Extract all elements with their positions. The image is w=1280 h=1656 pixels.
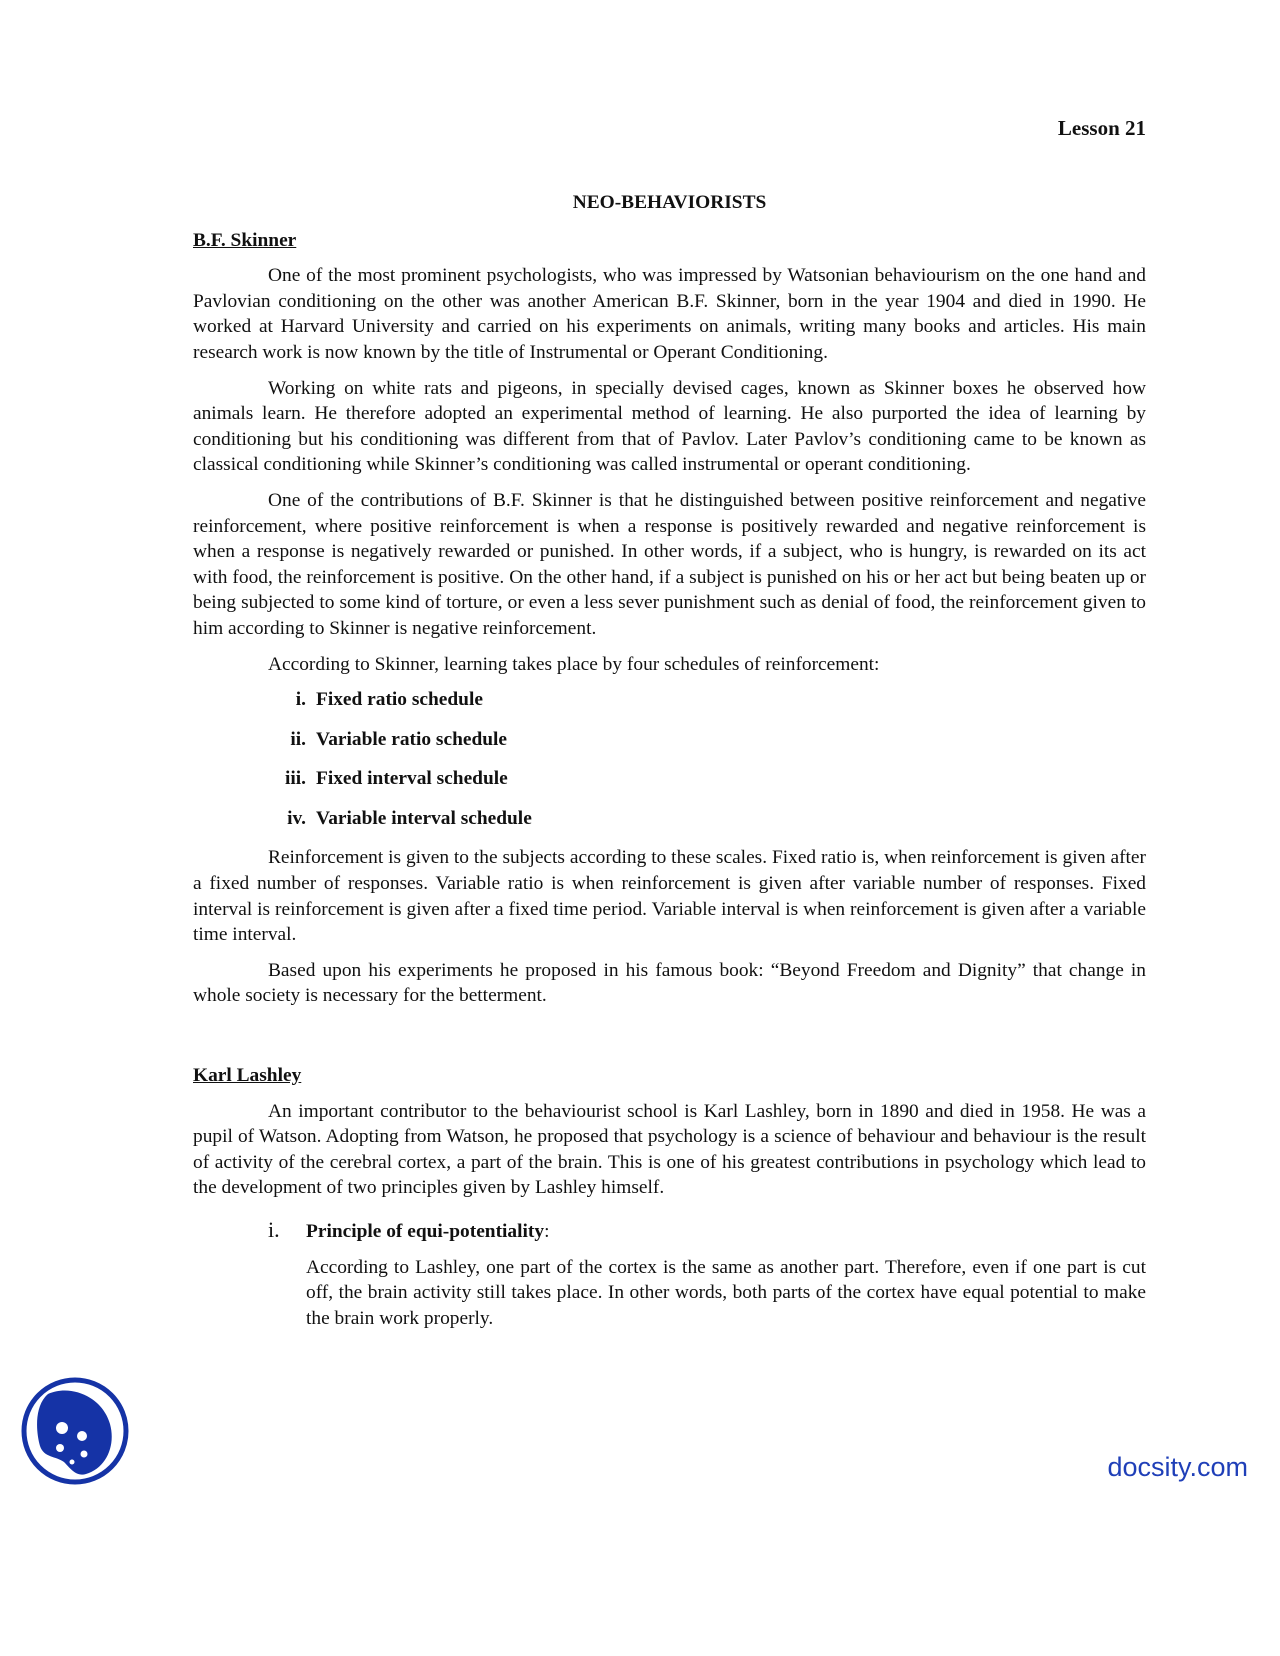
list-item-number: ii. <box>290 728 306 750</box>
principle-item <box>193 1217 1146 1245</box>
paragraph: An important contributor to the behaviourist school is Karl Lashley, born in 1890 and died in 1958. He was a pupil of Watson. Adopting from Watson, he proposed that psychology is a science of behaviour and behaviour is the result of activity of the cerebral cortex, a part of the brain. This is one of his greatest contributions in psychology which lead to the development of two principles given by Lashley himself. <box>193 1100 1146 1199</box>
list-item <box>193 687 1146 713</box>
section-heading-lashley: Karl Lashley <box>193 1065 302 1087</box>
list-item-label: Variable interval schedule <box>316 807 532 829</box>
list-item-label: Variable ratio schedule <box>316 728 508 750</box>
list-item-label: Fixed interval schedule <box>316 768 508 790</box>
document-body <box>193 190 1146 1341</box>
lesson-label: Lesson 21 <box>1057 116 1146 140</box>
paragraph: Working on white rats and pigeons, in specially devised cages, known as Skinner boxes he observed how animals learn. He therefore adopted an experimental method of learning. He also purported the idea of learning by conditioning but his conditioning was different from that of Pavlov. Later Pavlov’s conditioning came to be known as classical conditioning while Skinner’s conditioning was called instrumental or operant conditioning. <box>193 377 1146 476</box>
page-title: NEO-BEHAVIORISTS <box>572 192 767 213</box>
list-item <box>193 806 1146 832</box>
principle-suffix: : <box>544 1221 550 1242</box>
principle-title: Principle of equi-potentiality <box>306 1221 545 1242</box>
paragraph: According to Skinner, learning takes place by four schedules of reinforcement: <box>268 653 880 675</box>
list-item-number: iii. <box>284 768 306 790</box>
list-item <box>193 727 1146 753</box>
paragraph: One of the contributions of B.F. Skinner is that he distinguished between positive reinforcement and negative reinforcement, where positive reinforcement is when a response is positively rewarded and negative reinforcement is when a response is negatively rewarded or punished. In other words, if a subject, who is hungry, is rewarded on its act with food, the reinforcement is positive. On the other hand, if a subject is punished on his or her act but being beaten up or being subjected to some kind of torture, or even a less sever punishment such as denial of food, the reinforcement given to him according to Skinner is negative reinforcement. <box>193 489 1146 639</box>
section-spacer <box>193 1019 1146 1063</box>
section-heading-skinner: B.F. Skinner <box>193 229 297 251</box>
paragraph: One of the most prominent psychologists, who was impressed by Watsonian behaviourism on the one hand and Pavlovian conditioning on the other was another American B.F. Skinner, born in the year 1904 and died in 1990. He worked at Harvard University and carried on his experiments on animals, writing many books and articles. His main research work is now known by the title of Instrumental or Operant Conditioning. <box>193 265 1146 363</box>
list-item <box>193 766 1146 792</box>
list-item-number: iv. <box>287 807 306 829</box>
list-item-number: i. <box>295 689 306 711</box>
list-item-label: Fixed ratio schedule <box>316 689 483 711</box>
principle-body: According to Lashley, one part of the cortex is the same as another part. Therefore, even if one part is cut off, the brain activity still takes place. In other words, both parts of the cortex have equal potential to make the brain work properly. <box>306 1256 1146 1329</box>
docsity-logo-icon[interactable] <box>20 1376 130 1486</box>
paragraph: Reinforcement is given to the subjects according to these scales. Fixed ratio is, when reinforcement is given after a fixed number of responses. Variable ratio is when reinforcement is given after variable number of responses. Fixed interval is reinforcement is given after a fixed time period. Variable interval is when reinforcement is given after a variable time interval. <box>193 847 1146 946</box>
schedule-list <box>193 687 1146 831</box>
docsity-brand-link[interactable]: docsity.com <box>1107 1452 1248 1482</box>
paragraph: Based upon his experiments he proposed in his famous book: “Beyond Freedom and Dignity” that change in whole society is necessary for the betterment. <box>193 959 1146 1007</box>
principle-number: i. <box>268 1217 280 1242</box>
